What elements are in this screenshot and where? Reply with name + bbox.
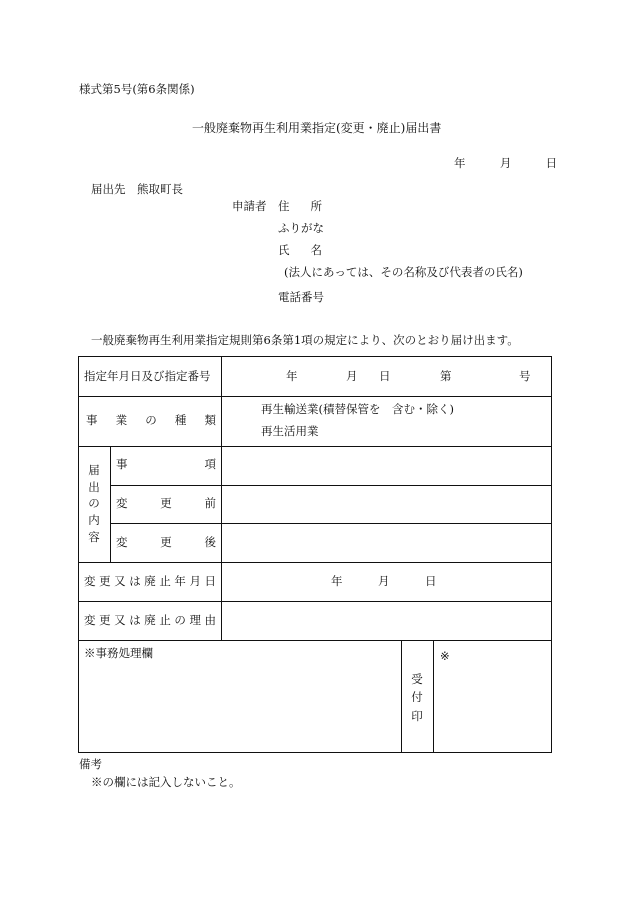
business-type-label: 事 業 の 種 類 <box>86 413 216 427</box>
row-divider <box>110 485 552 486</box>
designation-label: 指定年月日及び指定番号 <box>84 369 211 383</box>
column-divider <box>401 640 402 753</box>
office-processing-label: ※事務処理欄 <box>84 646 153 660</box>
date-line <box>454 158 557 170</box>
notes-item: ※の欄には記入しないこと。 <box>91 775 241 789</box>
row-divider <box>78 396 552 397</box>
corporation-note: (法人にあっては、その名称及び代表者の氏名) <box>284 265 523 279</box>
designation-value: 年 月 日 第 号 <box>286 369 531 383</box>
notes-title: 備考 <box>79 757 102 771</box>
phone-label: 電話番号 <box>278 290 324 304</box>
change-date-label: 変 更 又 は 廃 止 年 月 日 <box>84 574 216 588</box>
date-day: 日 <box>545 156 558 170</box>
column-divider <box>433 640 434 753</box>
business-option-transport: 再生輸送業(積替保管を 含む・除く) <box>261 402 454 416</box>
item-label: 事 項 <box>116 457 216 471</box>
receipt-stamp-label: 受 付 印 <box>411 672 423 723</box>
column-divider <box>110 446 111 562</box>
row-divider <box>110 523 552 524</box>
document-title: 一般廃棄物再生利用業指定(変更・廃止)届出書 <box>192 121 442 135</box>
receipt-mark: ※ <box>440 649 450 663</box>
name-label: 氏 名 <box>278 243 322 257</box>
row-divider <box>78 640 552 641</box>
address-label: 住 所 <box>278 199 322 213</box>
notification-content-label: 届 出 の 内 容 <box>88 463 100 544</box>
applicant-label: 申請者 <box>232 199 267 213</box>
recipient: 届出先 熊取町長 <box>91 182 183 196</box>
after-change-label: 変 更 後 <box>116 535 216 549</box>
column-divider <box>221 356 222 640</box>
before-change-label: 変 更 前 <box>116 496 216 510</box>
furigana-label: ふりがな <box>278 221 324 235</box>
date-month: 月 <box>499 156 512 170</box>
intro-text: 一般廃棄物再生利用業指定規則第6条第1項の規定により、次のとおり届け出ます。 <box>91 333 519 347</box>
reason-label: 変 更 又 は 廃 止 の 理 由 <box>84 613 216 627</box>
business-option-utilization: 再生活用業 <box>261 424 319 438</box>
row-divider <box>78 601 552 602</box>
change-date-value: 年 月 日 <box>331 574 437 588</box>
row-divider <box>78 562 552 563</box>
form-number: 様式第5号(第6条関係) <box>79 82 195 96</box>
date-year: 年 <box>454 156 466 170</box>
row-divider <box>78 446 552 447</box>
